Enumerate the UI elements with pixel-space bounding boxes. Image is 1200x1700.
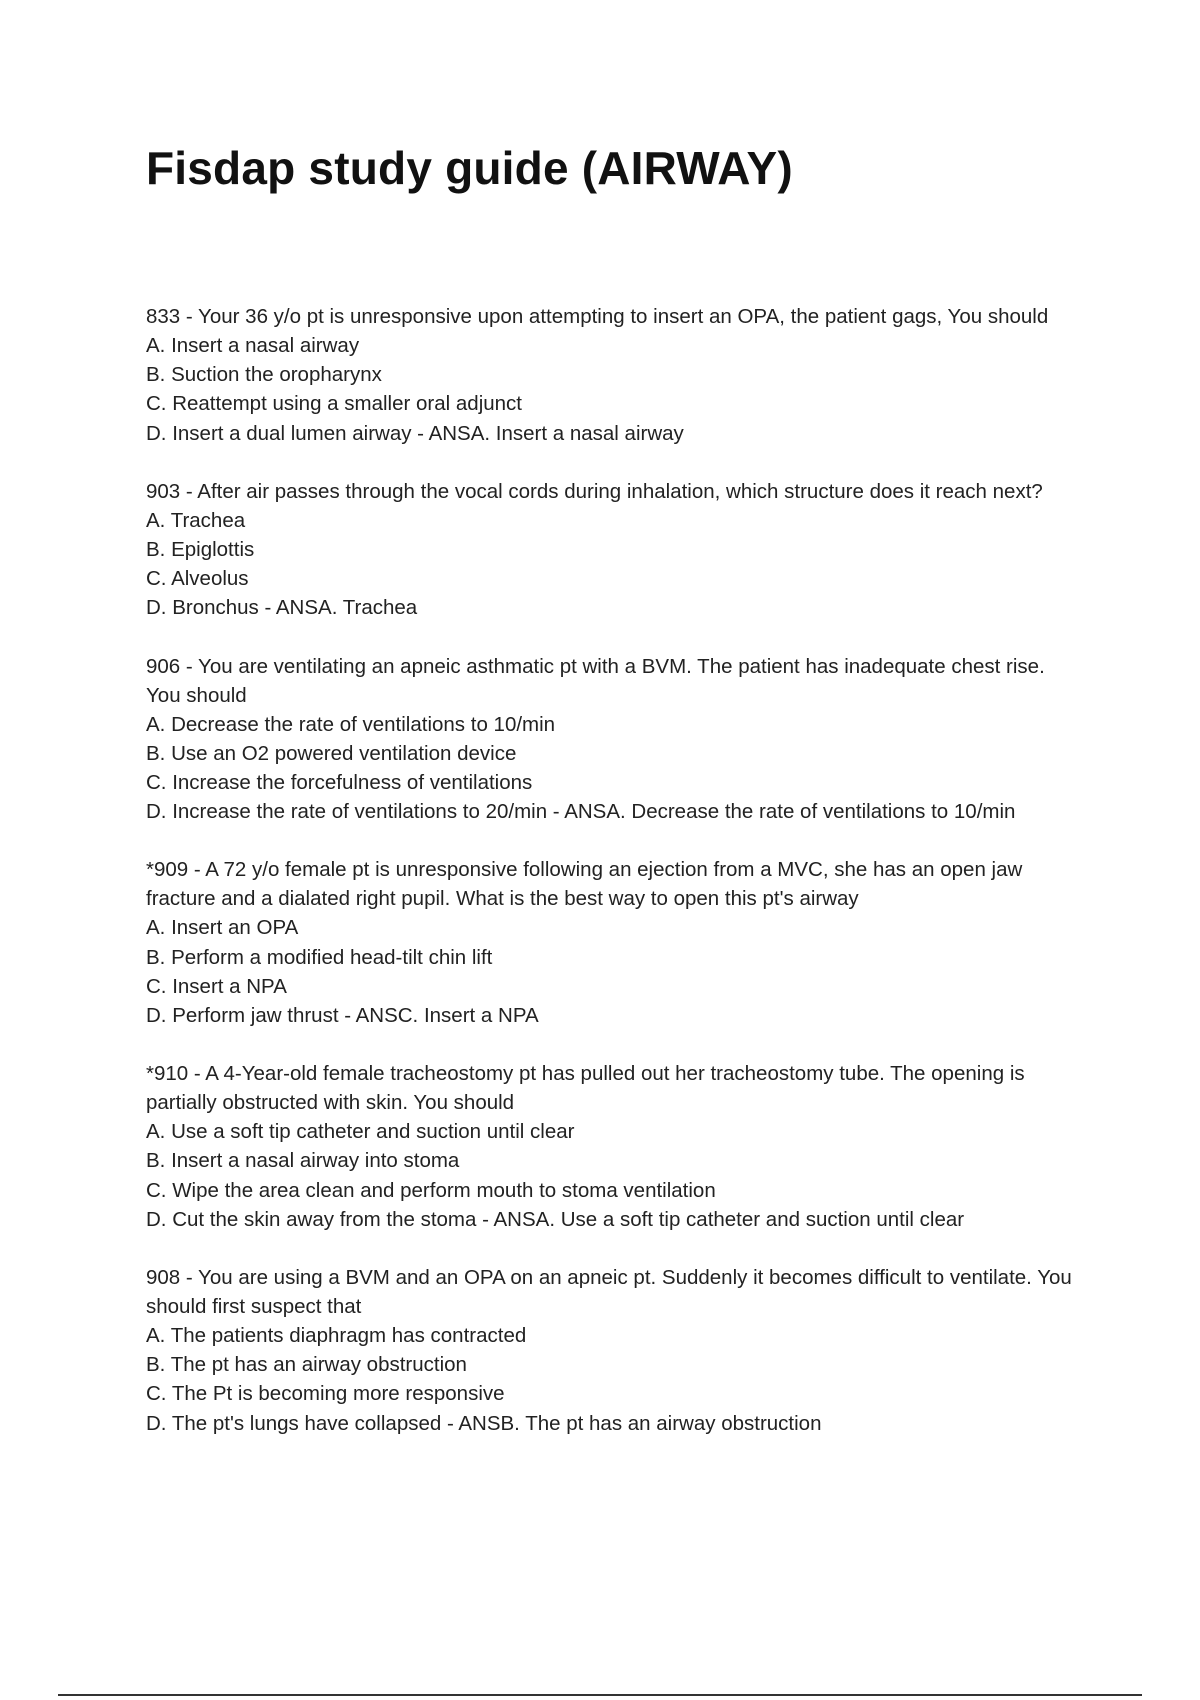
page-title: Fisdap study guide (AIRWAY) <box>146 142 793 194</box>
answer-option: D. Perform jaw thrust - ANSC. Insert a NPA <box>146 1004 539 1028</box>
answer-option: B. Use an O2 powered ventilation device <box>146 741 517 765</box>
answer-options <box>146 1321 1076 1438</box>
answer-option: B. Suction the oropharynx <box>146 363 382 387</box>
answer-option: D. Bronchus - ANSA. Trachea <box>146 596 418 620</box>
answer-option: C. Reattempt using a smaller oral adjunct <box>146 392 523 416</box>
answer-option: C. Increase the forcefulness of ventilations <box>146 771 533 795</box>
answer-option: A. Use a soft tip catheter and suction until clear <box>146 1120 575 1144</box>
answer-options <box>146 913 1076 1030</box>
answer-option: A. Insert a nasal airway <box>146 334 360 357</box>
question-block <box>146 477 1076 623</box>
answer-option: A. The patients diaphragm has contracted <box>146 1324 527 1348</box>
question-text: 833 - Your 36 y/o pt is unresponsive upon attempting to insert an OPA, the patient gags, You should <box>146 305 1049 328</box>
question-block <box>146 302 1076 448</box>
answer-option: B. Perform a modified head-tilt chin lift <box>146 945 493 969</box>
answer-option: A. Trachea <box>146 508 246 532</box>
answer-option: C. Wipe the area clean and perform mouth to stoma ventilation <box>146 1178 716 1202</box>
answer-option: B. Insert a nasal airway into stoma <box>146 1149 460 1173</box>
footer-divider <box>58 1694 1142 1696</box>
question-text: 906 - You are ventilating an apneic asthmatic pt with a BVM. The patient has inadequate chest rise. You should <box>146 654 1045 707</box>
answer-option: D. Insert a dual lumen airway - ANSA. Insert a nasal airway <box>146 421 684 445</box>
answer-option: C. Insert a NPA <box>146 974 287 998</box>
answer-option: C. Alveolus <box>146 567 249 591</box>
answer-options <box>146 1117 1076 1234</box>
question-text: 908 - You are using a BVM and an OPA on an apneic pt. Suddenly it becomes difficult to ventilate. You should first suspect that <box>146 1266 1072 1319</box>
answer-option: A. Decrease the rate of ventilations to 10/min <box>146 712 556 736</box>
answer-option: B. Epiglottis <box>146 538 255 562</box>
answer-option: B. The pt has an airway obstruction <box>146 1353 467 1377</box>
answer-options <box>146 710 1076 827</box>
answer-option: D. Cut the skin away from the stoma - ANSA. Use a soft tip catheter and suction until clear <box>146 1207 965 1231</box>
question-text: *910 - A 4-Year-old female tracheostomy pt has pulled out her tracheostomy tube. The opening is partially obstructed with skin. You should <box>146 1062 1025 1115</box>
question-block <box>146 1059 1076 1234</box>
question-text: 903 - After air passes through the vocal cords during inhalation, which structure does it reach next? <box>146 479 1043 503</box>
question-block <box>146 1263 1076 1438</box>
answer-option: C. The Pt is becoming more responsive <box>146 1382 505 1406</box>
question-block <box>146 652 1076 827</box>
answer-options <box>146 506 1076 623</box>
question-text: *909 - A 72 y/o female pt is unresponsive following an ejection from a MVC, she has an open jaw fracture and a dialated right pupil. What is the best way to open this pt's airway <box>146 858 1023 911</box>
answer-option: D. Increase the rate of ventilations to 20/min - ANSA. Decrease the rate of ventilations to 10/min <box>146 800 1016 824</box>
answer-options <box>146 331 1076 448</box>
question-block <box>146 855 1076 1030</box>
answer-option: D. The pt's lungs have collapsed - ANSB. The pt has an airway obstruction <box>146 1411 822 1435</box>
question-list <box>146 302 1076 1467</box>
answer-option: A. Insert an OPA <box>146 916 299 940</box>
